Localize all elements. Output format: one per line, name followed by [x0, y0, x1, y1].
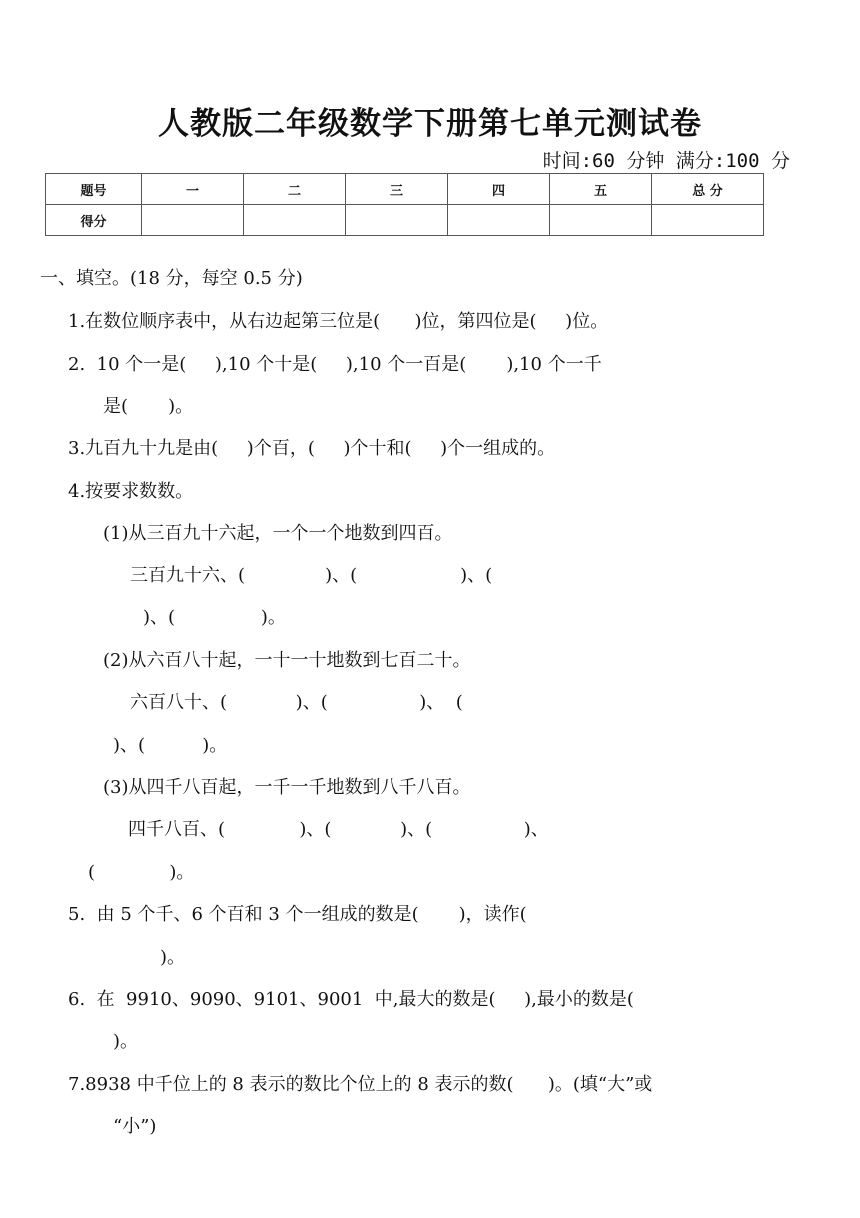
header-cell-question: 题号 — [46, 174, 142, 205]
question-3: 3.九百九十九是由( )个百，( )个十和( )个一组成的。 — [68, 438, 556, 459]
question-2-line-2: 是( )。 — [103, 396, 194, 417]
row-label-score: 得分 — [46, 205, 142, 236]
question-4-2: (2)从六百八十起，一十一十地数到七百二十。 — [103, 650, 471, 671]
score-cell-2[interactable] — [244, 205, 346, 236]
question-4-3-line-2: ( )。 — [88, 862, 195, 883]
time-and-score-info: 时间:60 分钟 满分:100 分 — [542, 150, 790, 172]
header-cell-1: 一 — [142, 174, 244, 205]
score-cell-1[interactable] — [142, 205, 244, 236]
score-table — [45, 173, 764, 236]
section-heading: 一、填空。(18 分，每空 0.5 分) — [40, 268, 303, 289]
score-cell-total[interactable] — [652, 205, 764, 236]
question-4-2-line-2: )、( )。 — [113, 735, 228, 756]
question-6-line-1: 6. 在 9910、9090、9101、9001 中,最大的数是( ),最小的数是( — [68, 989, 634, 1010]
score-cell-4[interactable] — [448, 205, 550, 236]
question-4-1-line-2: )、( )。 — [143, 607, 286, 628]
question-2-line-1: 2. 10 个一是( ),10 个十是( ),10 个一百是( ),10 个一千 — [68, 354, 602, 375]
score-table-score-row — [46, 205, 764, 236]
header-cell-3: 三 — [346, 174, 448, 205]
question-7-line-1: 7.8938 中千位上的 8 表示的数比个位上的 8 表示的数( )。(填“大”或 — [68, 1074, 653, 1095]
question-5-line-2: )。 — [160, 947, 186, 968]
header-cell-2: 二 — [244, 174, 346, 205]
score-cell-3[interactable] — [346, 205, 448, 236]
question-4-3: (3)从四千八百起，一千一千地数到八千八百。 — [103, 777, 471, 798]
question-4-1: (1)从三百九十六起，一个一个地数到四百。 — [103, 523, 453, 544]
question-4: 4.按要求数数。 — [68, 481, 194, 502]
header-cell-4: 四 — [448, 174, 550, 205]
question-5-line-1: 5. 由 5 个千、6 个百和 3 个一组成的数是( )，读作( — [68, 904, 527, 925]
score-cell-5[interactable] — [550, 205, 652, 236]
question-7-line-2: “小”) — [113, 1116, 157, 1137]
score-table-header-row — [46, 174, 764, 205]
question-1: 1.在数位顺序表中，从右边起第三位是( )位，第四位是( )位。 — [68, 311, 609, 332]
question-6-line-2: )。 — [113, 1031, 139, 1052]
header-cell-5: 五 — [550, 174, 652, 205]
question-4-2-line-1: 六百八十、( )、( )、 ( — [130, 692, 463, 713]
question-4-3-line-1: 四千八百、( )、( )、( )、 — [128, 819, 549, 840]
question-4-1-line-1: 三百九十六、( )、( )、( — [130, 565, 493, 586]
page-title: 人教版二年级数学下册第七单元测试卷 — [158, 106, 702, 142]
header-cell-total: 总 分 — [652, 174, 764, 205]
